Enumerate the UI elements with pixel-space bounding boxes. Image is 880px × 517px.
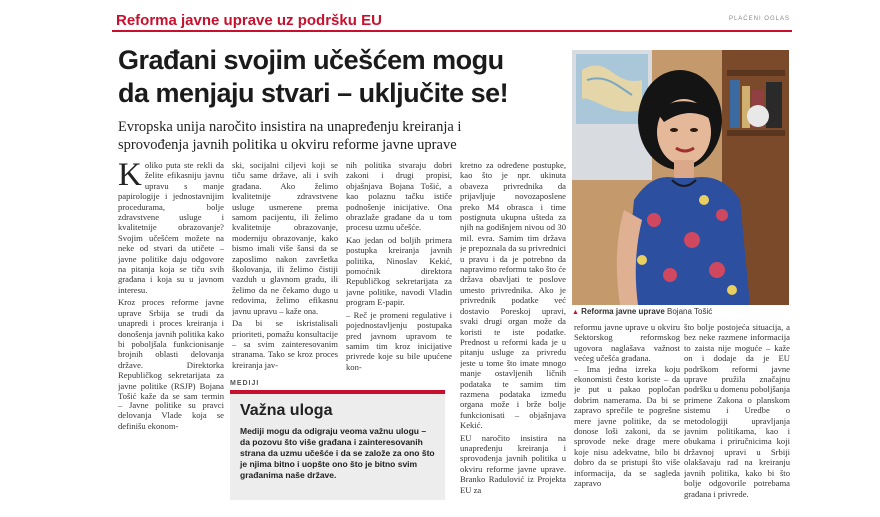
dropcap: K [118, 160, 142, 193]
article-column-1 [118, 160, 224, 400]
newspaper-page [112, 10, 792, 510]
article-column-4 [460, 160, 566, 510]
headline [118, 44, 568, 110]
article-column-3 [346, 160, 452, 400]
article-column-5 [574, 322, 680, 507]
article-column-6 [684, 322, 790, 507]
kicker-title: Reforma javne uprave uz podršku EU [116, 12, 382, 29]
deck [118, 118, 568, 154]
paragraph: nih politika stvaraju dobri zakoni i drugi propisi, objašnjava Bojana Tošić, a kao polaznu tačku ističe podnošenje inicijative. Ona obrazlaže građane da u tom procesu uzmu učešće. [346, 160, 452, 233]
box-tag: MEDIJI [230, 380, 260, 387]
caption-triangle-icon: ▲ [572, 309, 579, 316]
kicker-meta: PLAĆENI OGLAS [728, 16, 790, 22]
info-box [230, 390, 445, 500]
article-column-2 [232, 160, 338, 400]
article-column-1-continued [118, 400, 224, 505]
paragraph: – Reč je promeni regulative i pojednostavljenju postupaka pred javnom upravom te samim tim kroz inicijative privrede koje su bile upućene kon- [346, 309, 452, 372]
headline-line-2: da menjaju stvari – uključite se! [118, 78, 509, 108]
speaker-photo-illustration [572, 50, 789, 305]
box-text: Mediji mogu da odigraju veoma važnu ulogu – da pozovu što više građana i zainteresovanih strana da uzmu učešće i da se založe za ono što je njima bitno i uopšte ono što je bitno svim građanima naše države. [240, 426, 435, 480]
paragraph: – Javne politike su pravci delovanja Vlade koja se definišu ekonom- [118, 400, 224, 431]
deck-line-1: Evropska unija naročito insistira na unapređenju kreiranja i [118, 119, 462, 135]
paragraph: Kroz proces reforme javne uprave Srbija se trudi da unapredi i proces kreiranja i donošenja javnih politika kako bi poboljšala funkcionisanje brojnih oblasti delovanja države. Direktorka Republičkog sekretarijata za javne politike (RSJP) Bojana Tošić kaže da se sam termin [118, 297, 224, 400]
deck-line-2: sprovođenja javnih politika u okviru reforme javne uprave [118, 137, 457, 153]
paragraph: Kao jedan od boljih primera postupka kreiranja javnih politika, Ninoslav Kekić, pomoćnik direktora Republičkog sekretarijata za javne politike, navodi Vladin program E-papir. [346, 234, 452, 308]
caption-credit: Bojana Tošić [667, 307, 713, 316]
paragraph: reformu javne uprave u okviru Sektorskog reformskog ugovora naglašava važnost većeg učešća građana. [574, 322, 680, 364]
paragraph: EU naročito insistira na unapređenju kreiranja i sprovođenja javnih politika u okviru reforme javne uprave. Branko Radulović iz Projekta EU za [460, 432, 566, 495]
paragraph: kretno za određene postupke, kao što je npr. ukinuta obaveza privrednika da prijavljuje novozaposlene preko M4 obrasca i time postignuta ukupna ušteda za njih na godišnjem nivou od 30 mil. evra. Samim tim država je prepoznala da su privrednici u pravu i da je potrebno da napravimo reformu tako što će država obavljati te poslove umesto privrednika. Ako je privrednik podatke već dostavio Poreskoj upravi, svaki drugi organ može da koristi te iste podatke. Prednost u reformi kada je u pitanju usluge za privredu jeste u tome što imate mnogo manje ostavljenih ličnih podataka te samim tim razmena podataka između organa može i brže bolje funkcionisati – objašnjava Kekić. [460, 160, 566, 431]
paragraph: ski, socijalni ciljevi koji se tiču same države, ali i svih građana. Ako želimo kvalitetnije zdravstvene usluge usmerene prema samom pacijentu, ili želimo kvalitetnije obrazovanje, moderniju obrazovanje, kako bismo imali više šansi da se zaposlimo nakon završetka školovanja, ili želimo čistiji vazduh u glavnom gradu, ili želimo da ne čekamo dugo u redovima, želimo efikasnu javnu upravu – kaže ona. [232, 160, 338, 316]
photo-caption [572, 307, 789, 316]
kicker-bar [112, 10, 792, 32]
paragraph: što bolje postojeća situacija, a bez neke razmene informacija to zaista nije moguće – kaže on i dodaje da je EU podrškom reformi javne uprave pružila značajnu podršku u domenu poboljšanja primene Zakona o planskom sistemu i Uredbe o metodologiji upravljanja javnim politikama, kao i obukama i priručnicima koji državnoj upravi u Srbiji olakšavaju rad na kreiranju javnih politika, kako bi što bolje odgovorile potrebama građana i privrede. [684, 322, 790, 499]
paragraph: oliko puta ste rekli da želite efikasniju javnu upravu s manje papirologije i jednostavnijim procedurama, bolje zdravstvene usluge i kvalitetnije obrazovanje? Svojim učešćem možete na neke od stvari da utičete – javne politike daju odgovore na pitanja koja se tiču svih građana i koja su u javnom interesu. [118, 160, 224, 295]
box-title: Važna uloga [240, 402, 333, 419]
headline-line-1: Građani svojim učešćem mogu [118, 45, 504, 75]
caption-title: Reforma javne uprave [581, 307, 665, 316]
speaker-photo [572, 50, 789, 305]
paragraph: Da bi se iskristalisali prioriteti, pomažu konsultacije – sa svim zainteresovanim stranama. Tako se kroz proces kreiranja jav- [232, 318, 338, 370]
paragraph: – Ima jedna izreka koju ekonomisti često koriste – da je put u pakao popločan dobrim namerama. Da bi se zapravo sprečile te pogrešne mere javne politike, da se donose loši zakoni, da se sprovode neke drage mere koje nisu adekvatne, bilo bi dobro da se pristupi što više informacija, da se sagleda zapravo [574, 363, 680, 489]
